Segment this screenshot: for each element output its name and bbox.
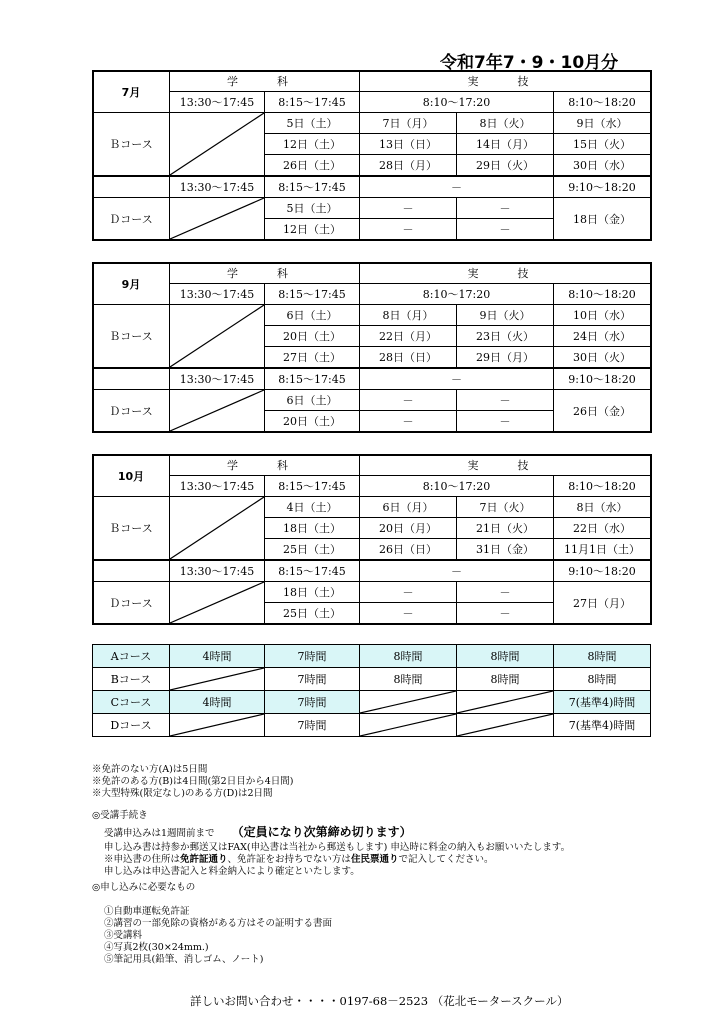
- page-title: 令和7年7・9・10月分: [440, 53, 619, 73]
- course-name: Aコース: [93, 645, 170, 668]
- header-jitsugi: 実 技: [360, 455, 651, 476]
- date-cell: 7日（火）: [457, 497, 554, 518]
- time-slot: 9:10～18:20: [554, 368, 651, 390]
- time-slot: 8:10～18:20: [554, 92, 651, 113]
- course-name: Cコース: [93, 691, 170, 714]
- time-slot: 8:15～17:45: [265, 176, 360, 198]
- date-cell: 9日（水）: [554, 113, 651, 134]
- hours-cell: 4時間: [170, 645, 265, 668]
- course-name: Dコース: [93, 714, 170, 737]
- hours-cell: 8時間: [360, 668, 457, 691]
- dash-cell: －: [457, 603, 554, 624]
- diagonal-slash: [170, 305, 264, 367]
- date-cell: 20日（土）: [265, 326, 360, 347]
- empty-slot: [170, 582, 265, 624]
- dash-cell: －: [457, 390, 554, 411]
- hours-cell: 8時間: [457, 668, 554, 691]
- course-b-label: Ｂコース: [93, 113, 170, 177]
- date-cell: 23日（火）: [457, 326, 554, 347]
- dash-cell: －: [457, 411, 554, 432]
- diagonal-slash: [170, 714, 264, 736]
- date-cell: 29日（月）: [457, 347, 554, 369]
- hours-table: [92, 644, 650, 737]
- hours-cell: 7(基準4)時間: [554, 714, 651, 737]
- hours-cell: 8時間: [360, 645, 457, 668]
- dash-cell: －: [360, 219, 457, 240]
- dash-cell: －: [457, 198, 554, 219]
- date-cell: 28日（月）: [360, 155, 457, 177]
- date-cell: 12日（土）: [265, 219, 360, 240]
- blank-cell: [93, 368, 170, 390]
- hours-cell: 4時間: [170, 691, 265, 714]
- time-slot: 8:10～18:20: [554, 284, 651, 305]
- date-cell: 15日（火）: [554, 134, 651, 155]
- empty-slot: [170, 198, 265, 240]
- empty-slot: [170, 305, 265, 369]
- hours-cell: [360, 691, 457, 714]
- time-slot: 13:30～17:45: [170, 284, 265, 305]
- date-cell: 8日（水）: [554, 497, 651, 518]
- time-slot: 8:15～17:45: [265, 368, 360, 390]
- date-cell: 30日（火）: [554, 347, 651, 369]
- date-cell: 22日（水）: [554, 518, 651, 539]
- date-cell: 14日（月）: [457, 134, 554, 155]
- time-slot: 13:30～17:45: [170, 176, 265, 198]
- hours-cell: 7時間: [265, 691, 360, 714]
- hours-cell: [170, 714, 265, 737]
- time-slot: 9:10～18:20: [554, 176, 651, 198]
- diagonal-slash: [170, 497, 264, 559]
- date-cell: 6日（土）: [265, 390, 360, 411]
- diagonal-slash: [170, 582, 264, 623]
- p2-license: 免許証通り: [180, 854, 228, 865]
- procedure-section: [92, 810, 570, 878]
- diagonal-slash: [360, 714, 456, 736]
- date-cell: 6日（土）: [265, 305, 360, 326]
- hours-cell: 8時間: [457, 645, 554, 668]
- date-cell: 30日（水）: [554, 155, 651, 177]
- hours-cell: 7時間: [265, 645, 360, 668]
- time-slot: 8:15～17:45: [265, 284, 360, 305]
- date-cell: 18日（土）: [265, 582, 360, 603]
- header-gakka: 学 科: [170, 263, 360, 284]
- course-d-label: Ｄコース: [93, 582, 170, 624]
- hours-cell: [170, 668, 265, 691]
- diagonal-slash: [170, 198, 264, 239]
- required-items-section: [92, 882, 332, 966]
- date-cell: 25日（土）: [265, 539, 360, 561]
- date-cell: 4日（土）: [265, 497, 360, 518]
- hours-cell: 7時間: [265, 714, 360, 737]
- schedule-october: [92, 454, 650, 630]
- month-label: 7月: [93, 71, 170, 113]
- diagonal-slash: [170, 668, 264, 690]
- p2-text-e: で記入してください。: [398, 854, 494, 865]
- date-cell: 27日（土）: [265, 347, 360, 369]
- date-cell: 5日（土）: [265, 198, 360, 219]
- course-b-label: Ｂコース: [93, 305, 170, 369]
- date-cell: 12日（土）: [265, 134, 360, 155]
- date-cell: 8日（火）: [457, 113, 554, 134]
- hours-cell: 8時間: [554, 645, 651, 668]
- date-cell: 24日（水）: [554, 326, 651, 347]
- dash-cell: －: [360, 603, 457, 624]
- diagonal-slash: [170, 390, 264, 431]
- procedure-line-1: 申し込み書は持参か郵送又はFAX(申込書は当社から郵送もします) 申込時に料金の納入もお願いいたします。: [104, 842, 571, 853]
- hours-cell: [457, 691, 554, 714]
- required-item: ⑤筆記用具(鉛筆、消しゴム、ノート): [104, 954, 264, 965]
- contact-footer: 詳しいお問い合わせ・・・・0197-68－2523 （花北モータースクール）: [190, 994, 569, 1008]
- d-practical-date: 26日（金）: [554, 390, 651, 432]
- p2-text-a: ※申込書の住所は: [104, 854, 181, 865]
- course-name: Bコース: [93, 668, 170, 691]
- hours-cell: [457, 714, 554, 737]
- date-cell: 5日（土）: [265, 113, 360, 134]
- blank-cell: [93, 560, 170, 582]
- schedule-july: [92, 70, 650, 246]
- header-jitsugi: 実 技: [360, 263, 651, 284]
- time-slot: 13:30～17:45: [170, 92, 265, 113]
- time-slot: 8:15～17:45: [265, 560, 360, 582]
- date-cell: 11月1日（土）: [554, 539, 651, 561]
- d-practical-date: 18日（金）: [554, 198, 651, 240]
- diagonal-slash: [360, 691, 456, 713]
- dash-cell: －: [457, 219, 554, 240]
- date-cell: 21日（火）: [457, 518, 554, 539]
- date-cell: 26日（土）: [265, 155, 360, 177]
- procedure-heading: ◎受講手続き: [92, 810, 148, 821]
- note-d: ※大型特殊(限定なし)のある方(D)は2日間: [92, 788, 273, 799]
- time-slot: 9:10～18:20: [554, 560, 651, 582]
- note-a: ※免許のない方(A)は5日間: [92, 764, 208, 775]
- date-cell: 13日（日）: [360, 134, 457, 155]
- time-slot: 13:30～17:45: [170, 476, 265, 497]
- date-cell: 31日（金）: [457, 539, 554, 561]
- date-cell: 18日（土）: [265, 518, 360, 539]
- required-item: ③受講料: [104, 930, 143, 941]
- note-b: ※免許のある方(B)は4日間(第2日目から4日間): [92, 776, 294, 787]
- header-gakka: 学 科: [170, 455, 360, 476]
- date-cell: 9日（火）: [457, 305, 554, 326]
- empty-slot: [170, 113, 265, 177]
- date-cell: 22日（月）: [360, 326, 457, 347]
- p2-resident: 住民票通り: [350, 854, 399, 865]
- required-heading: ◎申し込みに必要なもの: [92, 882, 196, 893]
- date-cell: 25日（土）: [265, 603, 360, 624]
- time-slot: 8:10～17:20: [360, 92, 554, 113]
- dash-cell: －: [457, 582, 554, 603]
- d-practical-date: 27日（月）: [554, 582, 651, 624]
- date-cell: 20日（土）: [265, 411, 360, 432]
- dash-cell: －: [360, 582, 457, 603]
- empty-slot: [170, 497, 265, 561]
- diagonal-slash: [457, 714, 553, 736]
- required-item: ②講習の一部免除の資格がある方はその証明する書面: [104, 918, 333, 929]
- deadline-line: [104, 826, 570, 840]
- time-slot: 13:30～17:45: [170, 560, 265, 582]
- hours-cell: 7時間: [265, 668, 360, 691]
- empty-slot: [170, 390, 265, 432]
- schedule-september: [92, 262, 650, 438]
- procedure-line-2: [104, 854, 570, 866]
- date-cell: 26日（日）: [360, 539, 457, 561]
- p2-text-c: 、免許証をお持ちでない方は: [227, 854, 351, 865]
- date-cell: 29日（火）: [457, 155, 554, 177]
- deadline-note: （定員になり次第締め切ります）: [231, 825, 412, 839]
- required-item: ①自動車運転免許証: [104, 906, 190, 917]
- dash-cell: －: [360, 368, 554, 390]
- header-jitsugi: 実 技: [360, 71, 651, 92]
- dash-cell: －: [360, 198, 457, 219]
- course-b-label: Ｂコース: [93, 497, 170, 561]
- dash-cell: －: [360, 411, 457, 432]
- month-label: 10月: [93, 455, 170, 497]
- time-slot: 8:10～17:20: [360, 284, 554, 305]
- time-slot: 8:10～18:20: [554, 476, 651, 497]
- diagonal-slash: [457, 691, 553, 713]
- hours-cell: 8時間: [554, 668, 651, 691]
- time-slot: 13:30～17:45: [170, 368, 265, 390]
- time-slot: 8:15～17:45: [265, 92, 360, 113]
- dash-cell: －: [360, 560, 554, 582]
- date-cell: 6日（月）: [360, 497, 457, 518]
- required-item: ④写真2枚(30×24mm.): [104, 942, 209, 953]
- dash-cell: －: [360, 390, 457, 411]
- deadline-text: 受講申込みは1週間前まで: [104, 828, 215, 839]
- diagonal-slash: [170, 113, 264, 175]
- date-cell: 20日（月）: [360, 518, 457, 539]
- hours-cell: 7(基準4)時間: [554, 691, 651, 714]
- blank-cell: [93, 176, 170, 198]
- course-d-label: Ｄコース: [93, 198, 170, 240]
- date-cell: 8日（月）: [360, 305, 457, 326]
- date-cell: 7日（月）: [360, 113, 457, 134]
- time-slot: 8:10～17:20: [360, 476, 554, 497]
- course-duration-notes: [92, 764, 293, 800]
- month-label: 9月: [93, 263, 170, 305]
- procedure-line-3: 申し込みは申込書記入と料金納入により確定といたします。: [104, 866, 360, 877]
- hours-cell: [360, 714, 457, 737]
- date-cell: 28日（日）: [360, 347, 457, 369]
- course-d-label: Ｄコース: [93, 390, 170, 432]
- time-slot: 8:15～17:45: [265, 476, 360, 497]
- dash-cell: －: [360, 176, 554, 198]
- header-gakka: 学 科: [170, 71, 360, 92]
- date-cell: 10日（水）: [554, 305, 651, 326]
